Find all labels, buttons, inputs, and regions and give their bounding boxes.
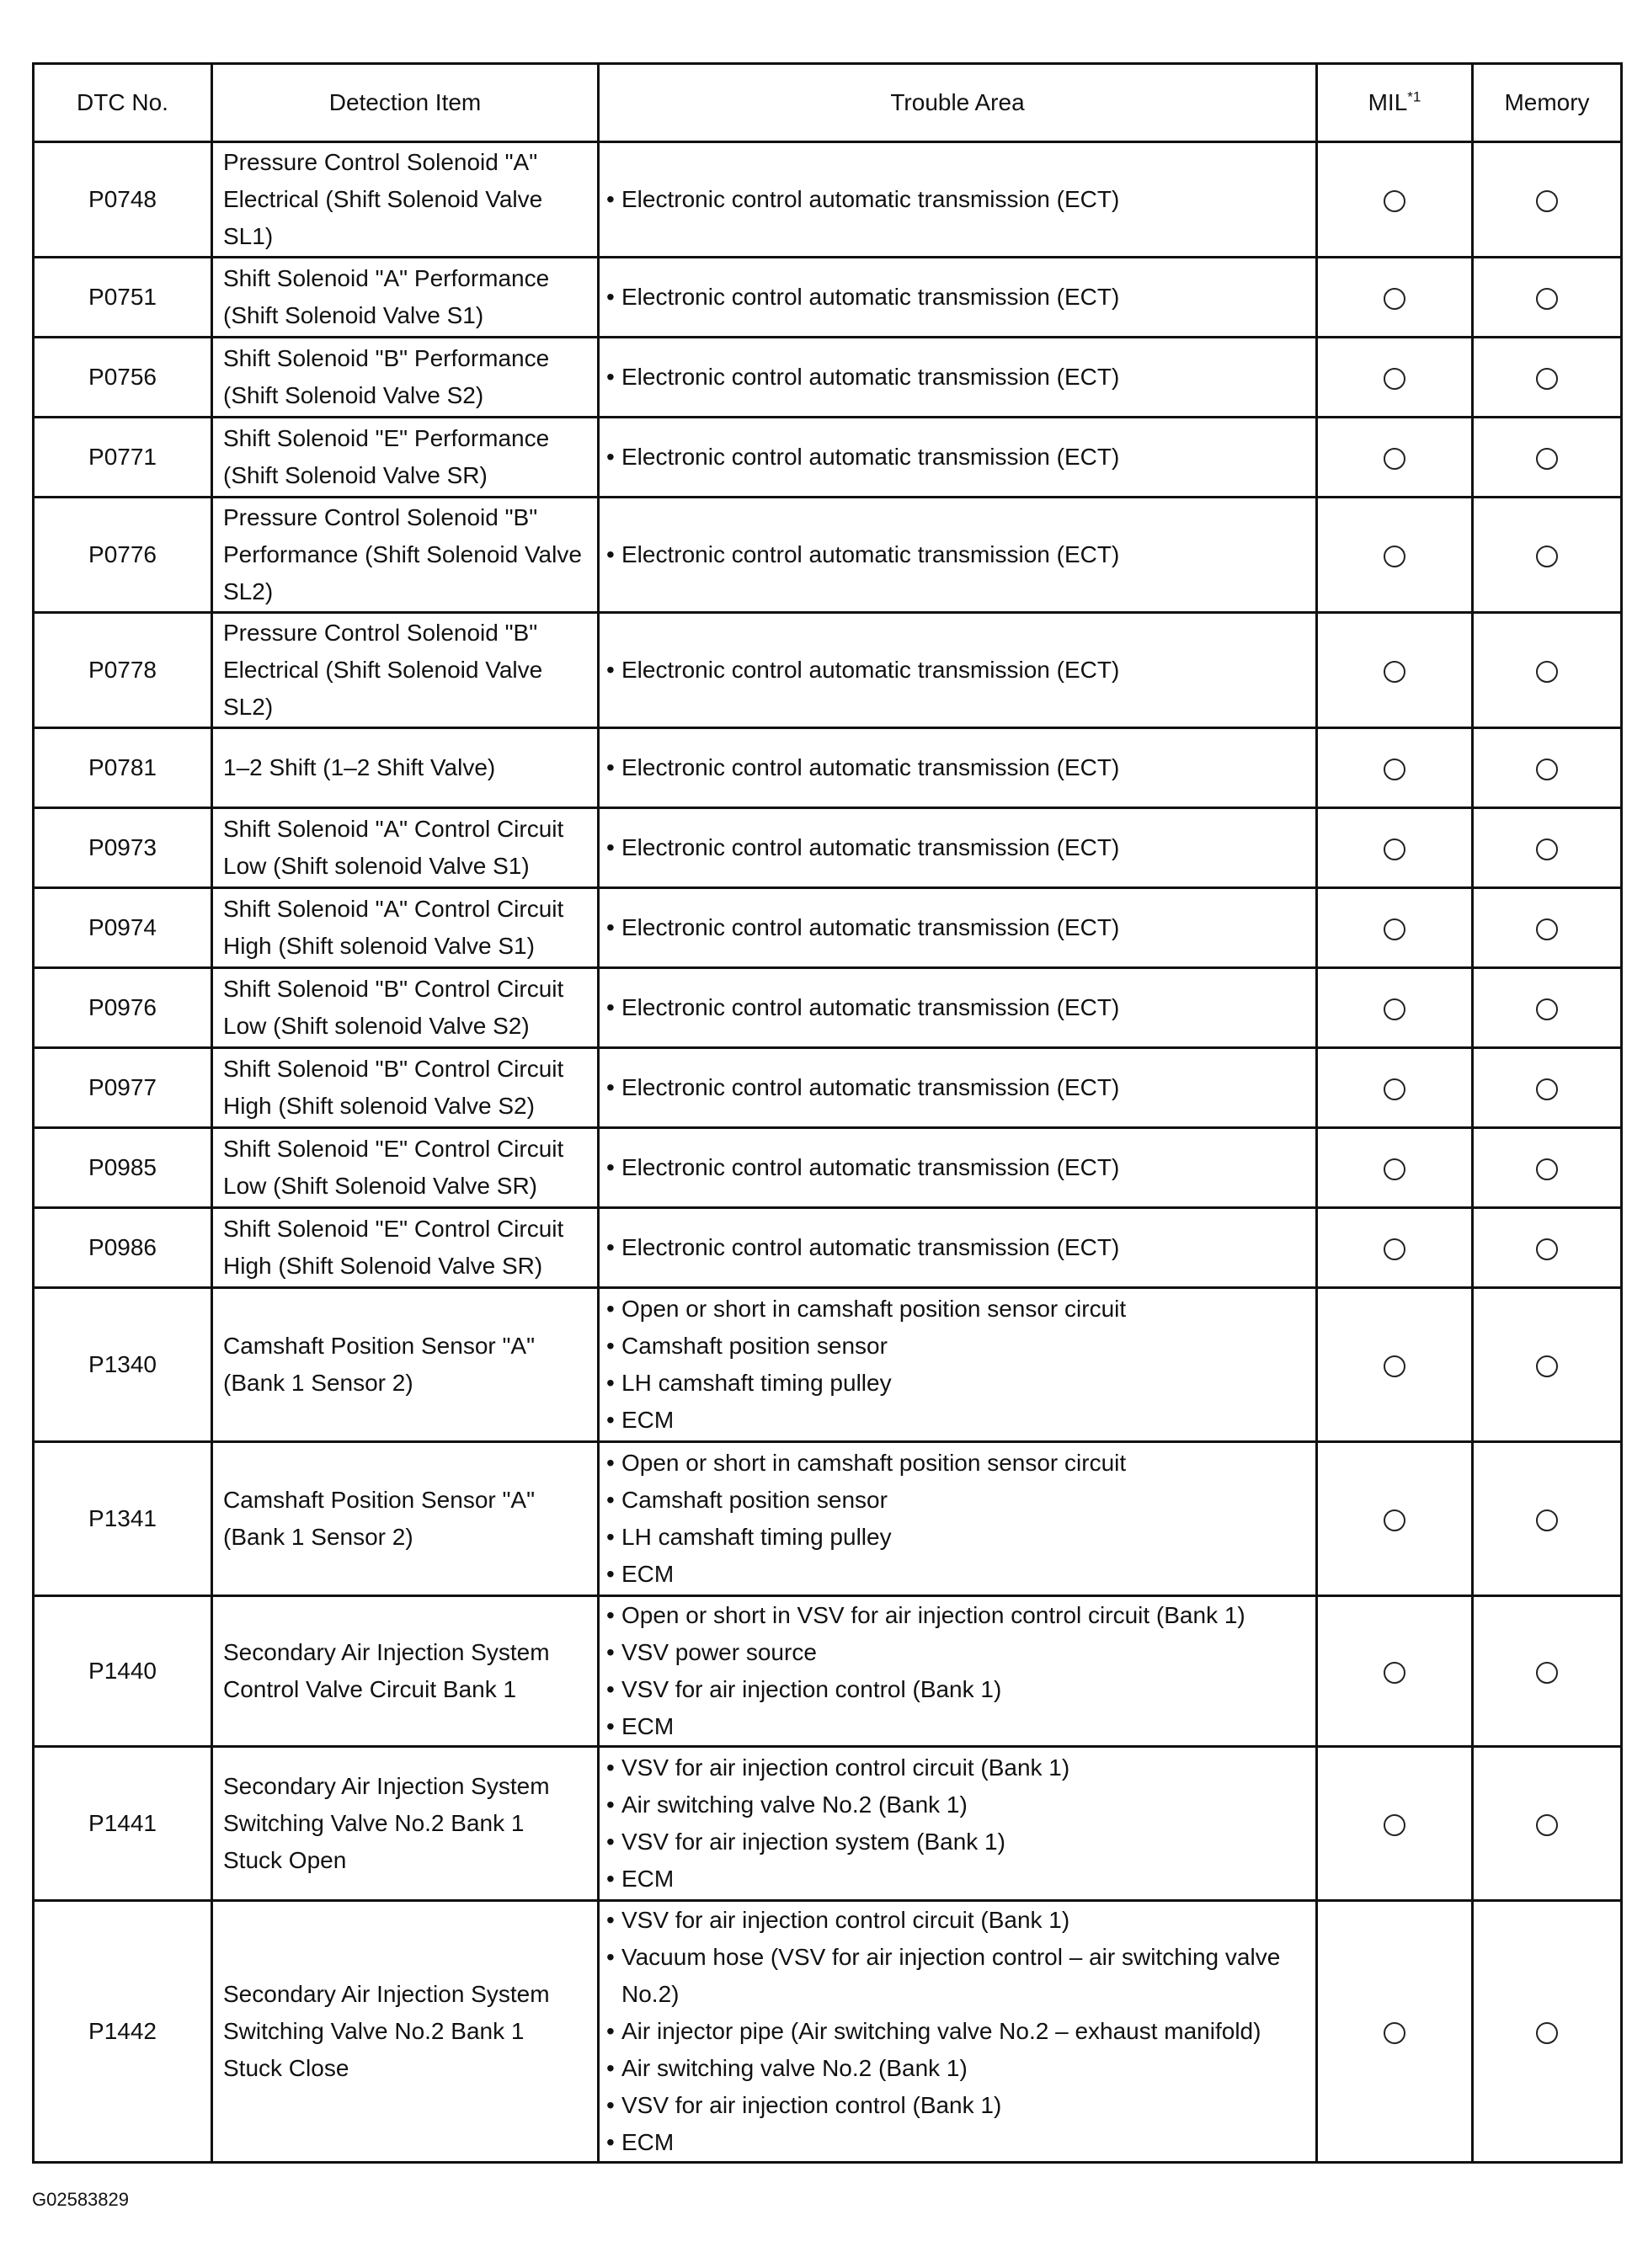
dtc-code-cell: P0985 bbox=[34, 1128, 212, 1208]
trouble-area-item: • Open or short in VSV for air injection control circuit (Bank 1) bbox=[606, 1597, 1309, 1634]
table-body bbox=[34, 142, 1622, 2163]
trouble-area-cell bbox=[599, 498, 1317, 613]
trouble-area-item: • VSV power source bbox=[606, 1634, 1309, 1671]
mil-cell bbox=[1317, 1048, 1473, 1128]
dtc-code-cell: P0986 bbox=[34, 1208, 212, 1288]
table-row bbox=[34, 613, 1622, 728]
mil-cell bbox=[1317, 808, 1473, 888]
trouble-area-item: • LH camshaft timing pulley bbox=[606, 1365, 1309, 1402]
header-mil bbox=[1317, 64, 1473, 142]
trouble-area-list bbox=[606, 909, 1309, 946]
trouble-area-list bbox=[606, 749, 1309, 786]
trouble-area-cell bbox=[599, 1596, 1317, 1747]
detection-item-cell: Pressure Control Solenoid "A" Electrical (Shift Solenoid Valve SL1) bbox=[212, 142, 599, 258]
trouble-area-item: • VSV for air injection control circuit (Bank 1) bbox=[606, 1749, 1309, 1786]
memory-cell bbox=[1473, 418, 1622, 498]
table-row bbox=[34, 968, 1622, 1048]
trouble-area-list bbox=[606, 829, 1309, 866]
trouble-area-item: • VSV for air injection control circuit (Bank 1) bbox=[606, 1902, 1309, 1939]
trouble-area-item: • VSV for air injection system (Bank 1) bbox=[606, 1823, 1309, 1861]
trouble-area-item: • Air injector pipe (Air switching valve No.2 – exhaust manifold) bbox=[606, 2013, 1309, 2050]
trouble-area-item: • Air switching valve No.2 (Bank 1) bbox=[606, 2050, 1309, 2087]
trouble-area-item: • Electronic control automatic transmission (ECT) bbox=[606, 181, 1309, 218]
memory-circle-icon bbox=[1536, 1238, 1558, 1260]
dtc-code-cell: P1340 bbox=[34, 1288, 212, 1442]
trouble-area-item: • Camshaft position sensor bbox=[606, 1482, 1309, 1519]
trouble-area-item: • Electronic control automatic transmission (ECT) bbox=[606, 989, 1309, 1026]
memory-circle-icon bbox=[1536, 2022, 1558, 2044]
trouble-area-item: • Electronic control automatic transmission (ECT) bbox=[606, 909, 1309, 946]
dtc-code-cell: P0748 bbox=[34, 142, 212, 258]
trouble-area-list bbox=[606, 1149, 1309, 1186]
detection-item-cell: Shift Solenoid "A" Performance (Shift Solenoid Valve S1) bbox=[212, 258, 599, 338]
dtc-code-cell: P0977 bbox=[34, 1048, 212, 1128]
trouble-area-item: • Open or short in camshaft position sensor circuit bbox=[606, 1291, 1309, 1328]
mil-cell bbox=[1317, 968, 1473, 1048]
memory-cell bbox=[1473, 498, 1622, 613]
trouble-area-item: • Electronic control automatic transmission (ECT) bbox=[606, 1149, 1309, 1186]
detection-item-cell: Camshaft Position Sensor "A" (Bank 1 Sensor 2) bbox=[212, 1288, 599, 1442]
detection-item-cell: Shift Solenoid "E" Control Circuit High (Shift Solenoid Valve SR) bbox=[212, 1208, 599, 1288]
trouble-area-cell bbox=[599, 808, 1317, 888]
trouble-area-list bbox=[606, 1229, 1309, 1266]
trouble-area-item: • Electronic control automatic transmission (ECT) bbox=[606, 359, 1309, 396]
trouble-area-item: • Electronic control automatic transmission (ECT) bbox=[606, 749, 1309, 786]
trouble-area-cell bbox=[599, 418, 1317, 498]
trouble-area-item: • ECM bbox=[606, 1708, 1309, 1745]
memory-circle-icon bbox=[1536, 918, 1558, 940]
memory-cell bbox=[1473, 1442, 1622, 1596]
table-row bbox=[34, 888, 1622, 968]
detection-item-cell: Shift Solenoid "A" Control Circuit High (Shift solenoid Valve S1) bbox=[212, 888, 599, 968]
memory-cell bbox=[1473, 258, 1622, 338]
mil-circle-icon bbox=[1384, 998, 1405, 1020]
trouble-area-list bbox=[606, 652, 1309, 689]
detection-item-cell: Secondary Air Injection System Switching Valve No.2 Bank 1 Stuck Close bbox=[212, 1901, 599, 2163]
trouble-area-item: • VSV for air injection control (Bank 1) bbox=[606, 2087, 1309, 2124]
trouble-area-cell bbox=[599, 1288, 1317, 1442]
mil-cell bbox=[1317, 1208, 1473, 1288]
memory-cell bbox=[1473, 1596, 1622, 1747]
trouble-area-item: • ECM bbox=[606, 1402, 1309, 1439]
mil-cell bbox=[1317, 1288, 1473, 1442]
memory-cell bbox=[1473, 1128, 1622, 1208]
mil-cell bbox=[1317, 1747, 1473, 1901]
mil-circle-icon bbox=[1384, 1078, 1405, 1100]
memory-circle-icon bbox=[1536, 1355, 1558, 1377]
trouble-area-cell bbox=[599, 338, 1317, 418]
mil-cell bbox=[1317, 338, 1473, 418]
mil-cell bbox=[1317, 258, 1473, 338]
memory-circle-icon bbox=[1536, 1078, 1558, 1100]
mil-cell bbox=[1317, 418, 1473, 498]
trouble-area-item: • ECM bbox=[606, 2124, 1309, 2161]
mil-circle-icon bbox=[1384, 661, 1405, 683]
trouble-area-cell bbox=[599, 1128, 1317, 1208]
trouble-area-cell bbox=[599, 1048, 1317, 1128]
memory-cell bbox=[1473, 1901, 1622, 2163]
memory-circle-icon bbox=[1536, 661, 1558, 683]
table-row bbox=[34, 1901, 1622, 2163]
dtc-code-cell: P0778 bbox=[34, 613, 212, 728]
mil-circle-icon bbox=[1384, 288, 1405, 310]
trouble-area-list bbox=[606, 989, 1309, 1026]
trouble-area-item: • Electronic control automatic transmission (ECT) bbox=[606, 1229, 1309, 1266]
mil-circle-icon bbox=[1384, 448, 1405, 470]
table-row bbox=[34, 418, 1622, 498]
memory-cell bbox=[1473, 1048, 1622, 1128]
trouble-area-list bbox=[606, 1445, 1309, 1593]
mil-cell bbox=[1317, 1442, 1473, 1596]
memory-circle-icon bbox=[1536, 288, 1558, 310]
header-memory: Memory bbox=[1473, 64, 1622, 142]
detection-item-cell: Shift Solenoid "B" Control Circuit Low (Shift solenoid Valve S2) bbox=[212, 968, 599, 1048]
mil-cell bbox=[1317, 888, 1473, 968]
trouble-area-list bbox=[606, 439, 1309, 476]
memory-circle-icon bbox=[1536, 759, 1558, 780]
dtc-code-cell: P0756 bbox=[34, 338, 212, 418]
memory-circle-icon bbox=[1536, 546, 1558, 567]
mil-circle-icon bbox=[1384, 839, 1405, 860]
mil-cell bbox=[1317, 1901, 1473, 2163]
trouble-area-list bbox=[606, 1902, 1309, 2161]
dtc-code-cell: P0974 bbox=[34, 888, 212, 968]
table-row bbox=[34, 1048, 1622, 1128]
trouble-area-list bbox=[606, 359, 1309, 396]
header-mil-label: MIL bbox=[1368, 89, 1408, 115]
mil-circle-icon bbox=[1384, 1158, 1405, 1180]
trouble-area-cell bbox=[599, 1442, 1317, 1596]
memory-cell bbox=[1473, 888, 1622, 968]
table-header-row bbox=[34, 64, 1622, 142]
trouble-area-cell bbox=[599, 1208, 1317, 1288]
table-row bbox=[34, 728, 1622, 808]
header-dtc-no: DTC No. bbox=[34, 64, 212, 142]
trouble-area-list bbox=[606, 536, 1309, 573]
memory-circle-icon bbox=[1536, 1509, 1558, 1531]
mil-circle-icon bbox=[1384, 190, 1405, 212]
trouble-area-item: • Electronic control automatic transmission (ECT) bbox=[606, 829, 1309, 866]
mil-circle-icon bbox=[1384, 2022, 1405, 2044]
table-row bbox=[34, 1442, 1622, 1596]
trouble-area-item: • Air switching valve No.2 (Bank 1) bbox=[606, 1786, 1309, 1823]
mil-circle-icon bbox=[1384, 918, 1405, 940]
detection-item-cell: Pressure Control Solenoid "B" Electrical (Shift Solenoid Valve SL2) bbox=[212, 613, 599, 728]
mil-circle-icon bbox=[1384, 546, 1405, 567]
trouble-area-cell bbox=[599, 613, 1317, 728]
mil-cell bbox=[1317, 1128, 1473, 1208]
memory-circle-icon bbox=[1536, 1158, 1558, 1180]
trouble-area-list bbox=[606, 1597, 1309, 1745]
trouble-area-list bbox=[606, 1069, 1309, 1106]
memory-cell bbox=[1473, 808, 1622, 888]
trouble-area-item: • Vacuum hose (VSV for air injection control – air switching valve No.2) bbox=[606, 1939, 1309, 2013]
table-row bbox=[34, 1288, 1622, 1442]
detection-item-cell: Shift Solenoid "E" Control Circuit Low (Shift Solenoid Valve SR) bbox=[212, 1128, 599, 1208]
trouble-area-cell bbox=[599, 1747, 1317, 1901]
trouble-area-item: • Electronic control automatic transmission (ECT) bbox=[606, 1069, 1309, 1106]
trouble-area-item: • ECM bbox=[606, 1556, 1309, 1593]
dtc-code-cell: P0751 bbox=[34, 258, 212, 338]
dtc-code-cell: P0771 bbox=[34, 418, 212, 498]
mil-circle-icon bbox=[1384, 1238, 1405, 1260]
mil-circle-icon bbox=[1384, 1662, 1405, 1684]
memory-circle-icon bbox=[1536, 368, 1558, 390]
trouble-area-item: • Electronic control automatic transmission (ECT) bbox=[606, 536, 1309, 573]
dtc-code-cell: P1440 bbox=[34, 1596, 212, 1747]
trouble-area-cell bbox=[599, 728, 1317, 808]
table-row bbox=[34, 1747, 1622, 1901]
trouble-area-list bbox=[606, 1749, 1309, 1898]
detection-item-cell: Camshaft Position Sensor "A" (Bank 1 Sensor 2) bbox=[212, 1442, 599, 1596]
header-mil-footnote: *1 bbox=[1407, 88, 1421, 105]
mil-cell bbox=[1317, 1596, 1473, 1747]
trouble-area-item: • Electronic control automatic transmission (ECT) bbox=[606, 279, 1309, 316]
table-row bbox=[34, 142, 1622, 258]
dtc-table bbox=[32, 62, 1623, 2164]
mil-circle-icon bbox=[1384, 1509, 1405, 1531]
memory-circle-icon bbox=[1536, 190, 1558, 212]
trouble-area-list bbox=[606, 1291, 1309, 1439]
memory-cell bbox=[1473, 1747, 1622, 1901]
detection-item-cell: Shift Solenoid "E" Performance (Shift Solenoid Valve SR) bbox=[212, 418, 599, 498]
dtc-code-cell: P0976 bbox=[34, 968, 212, 1048]
detection-item-cell: Secondary Air Injection System Control Valve Circuit Bank 1 bbox=[212, 1596, 599, 1747]
detection-item-cell: Pressure Control Solenoid "B" Performance (Shift Solenoid Valve SL2) bbox=[212, 498, 599, 613]
mil-circle-icon bbox=[1384, 759, 1405, 780]
trouble-area-cell bbox=[599, 258, 1317, 338]
figure-code: G02583829 bbox=[32, 2189, 129, 2210]
mil-cell bbox=[1317, 613, 1473, 728]
mil-circle-icon bbox=[1384, 1355, 1405, 1377]
trouble-area-item: • Open or short in camshaft position sensor circuit bbox=[606, 1445, 1309, 1482]
memory-cell bbox=[1473, 142, 1622, 258]
memory-circle-icon bbox=[1536, 448, 1558, 470]
table-row bbox=[34, 1208, 1622, 1288]
trouble-area-item: • VSV for air injection control (Bank 1) bbox=[606, 1671, 1309, 1708]
trouble-area-item: • ECM bbox=[606, 1861, 1309, 1898]
memory-circle-icon bbox=[1536, 839, 1558, 860]
dtc-code-cell: P1442 bbox=[34, 1901, 212, 2163]
detection-item-cell: Shift Solenoid "B" Performance (Shift Solenoid Valve S2) bbox=[212, 338, 599, 418]
mil-cell bbox=[1317, 728, 1473, 808]
table-row bbox=[34, 338, 1622, 418]
detection-item-cell: Shift Solenoid "A" Control Circuit Low (Shift solenoid Valve S1) bbox=[212, 808, 599, 888]
trouble-area-item: • Electronic control automatic transmission (ECT) bbox=[606, 652, 1309, 689]
memory-cell bbox=[1473, 728, 1622, 808]
trouble-area-list bbox=[606, 181, 1309, 218]
memory-cell bbox=[1473, 1208, 1622, 1288]
detection-item-cell: Secondary Air Injection System Switching Valve No.2 Bank 1 Stuck Open bbox=[212, 1747, 599, 1901]
dtc-code-cell: P0973 bbox=[34, 808, 212, 888]
memory-cell bbox=[1473, 338, 1622, 418]
dtc-code-cell: P1441 bbox=[34, 1747, 212, 1901]
table-row bbox=[34, 258, 1622, 338]
trouble-area-item: • Electronic control automatic transmission (ECT) bbox=[606, 439, 1309, 476]
dtc-code-cell: P1341 bbox=[34, 1442, 212, 1596]
header-trouble-area: Trouble Area bbox=[599, 64, 1317, 142]
trouble-area-item: • Camshaft position sensor bbox=[606, 1328, 1309, 1365]
trouble-area-cell bbox=[599, 1901, 1317, 2163]
memory-circle-icon bbox=[1536, 998, 1558, 1020]
memory-circle-icon bbox=[1536, 1662, 1558, 1684]
memory-cell bbox=[1473, 613, 1622, 728]
trouble-area-cell bbox=[599, 142, 1317, 258]
trouble-area-cell bbox=[599, 968, 1317, 1048]
memory-cell bbox=[1473, 968, 1622, 1048]
trouble-area-list bbox=[606, 279, 1309, 316]
dtc-code-cell: P0781 bbox=[34, 728, 212, 808]
mil-cell bbox=[1317, 142, 1473, 258]
mil-circle-icon bbox=[1384, 1814, 1405, 1836]
table-row bbox=[34, 498, 1622, 613]
header-detection-item: Detection Item bbox=[212, 64, 599, 142]
table-row bbox=[34, 1596, 1622, 1747]
mil-circle-icon bbox=[1384, 368, 1405, 390]
trouble-area-item: • LH camshaft timing pulley bbox=[606, 1519, 1309, 1556]
mil-cell bbox=[1317, 498, 1473, 613]
detection-item-cell: Shift Solenoid "B" Control Circuit High (Shift solenoid Valve S2) bbox=[212, 1048, 599, 1128]
dtc-code-cell: P0776 bbox=[34, 498, 212, 613]
memory-circle-icon bbox=[1536, 1814, 1558, 1836]
table-row bbox=[34, 808, 1622, 888]
detection-item-cell: 1–2 Shift (1–2 Shift Valve) bbox=[212, 728, 599, 808]
trouble-area-cell bbox=[599, 888, 1317, 968]
memory-cell bbox=[1473, 1288, 1622, 1442]
table-row bbox=[34, 1128, 1622, 1208]
